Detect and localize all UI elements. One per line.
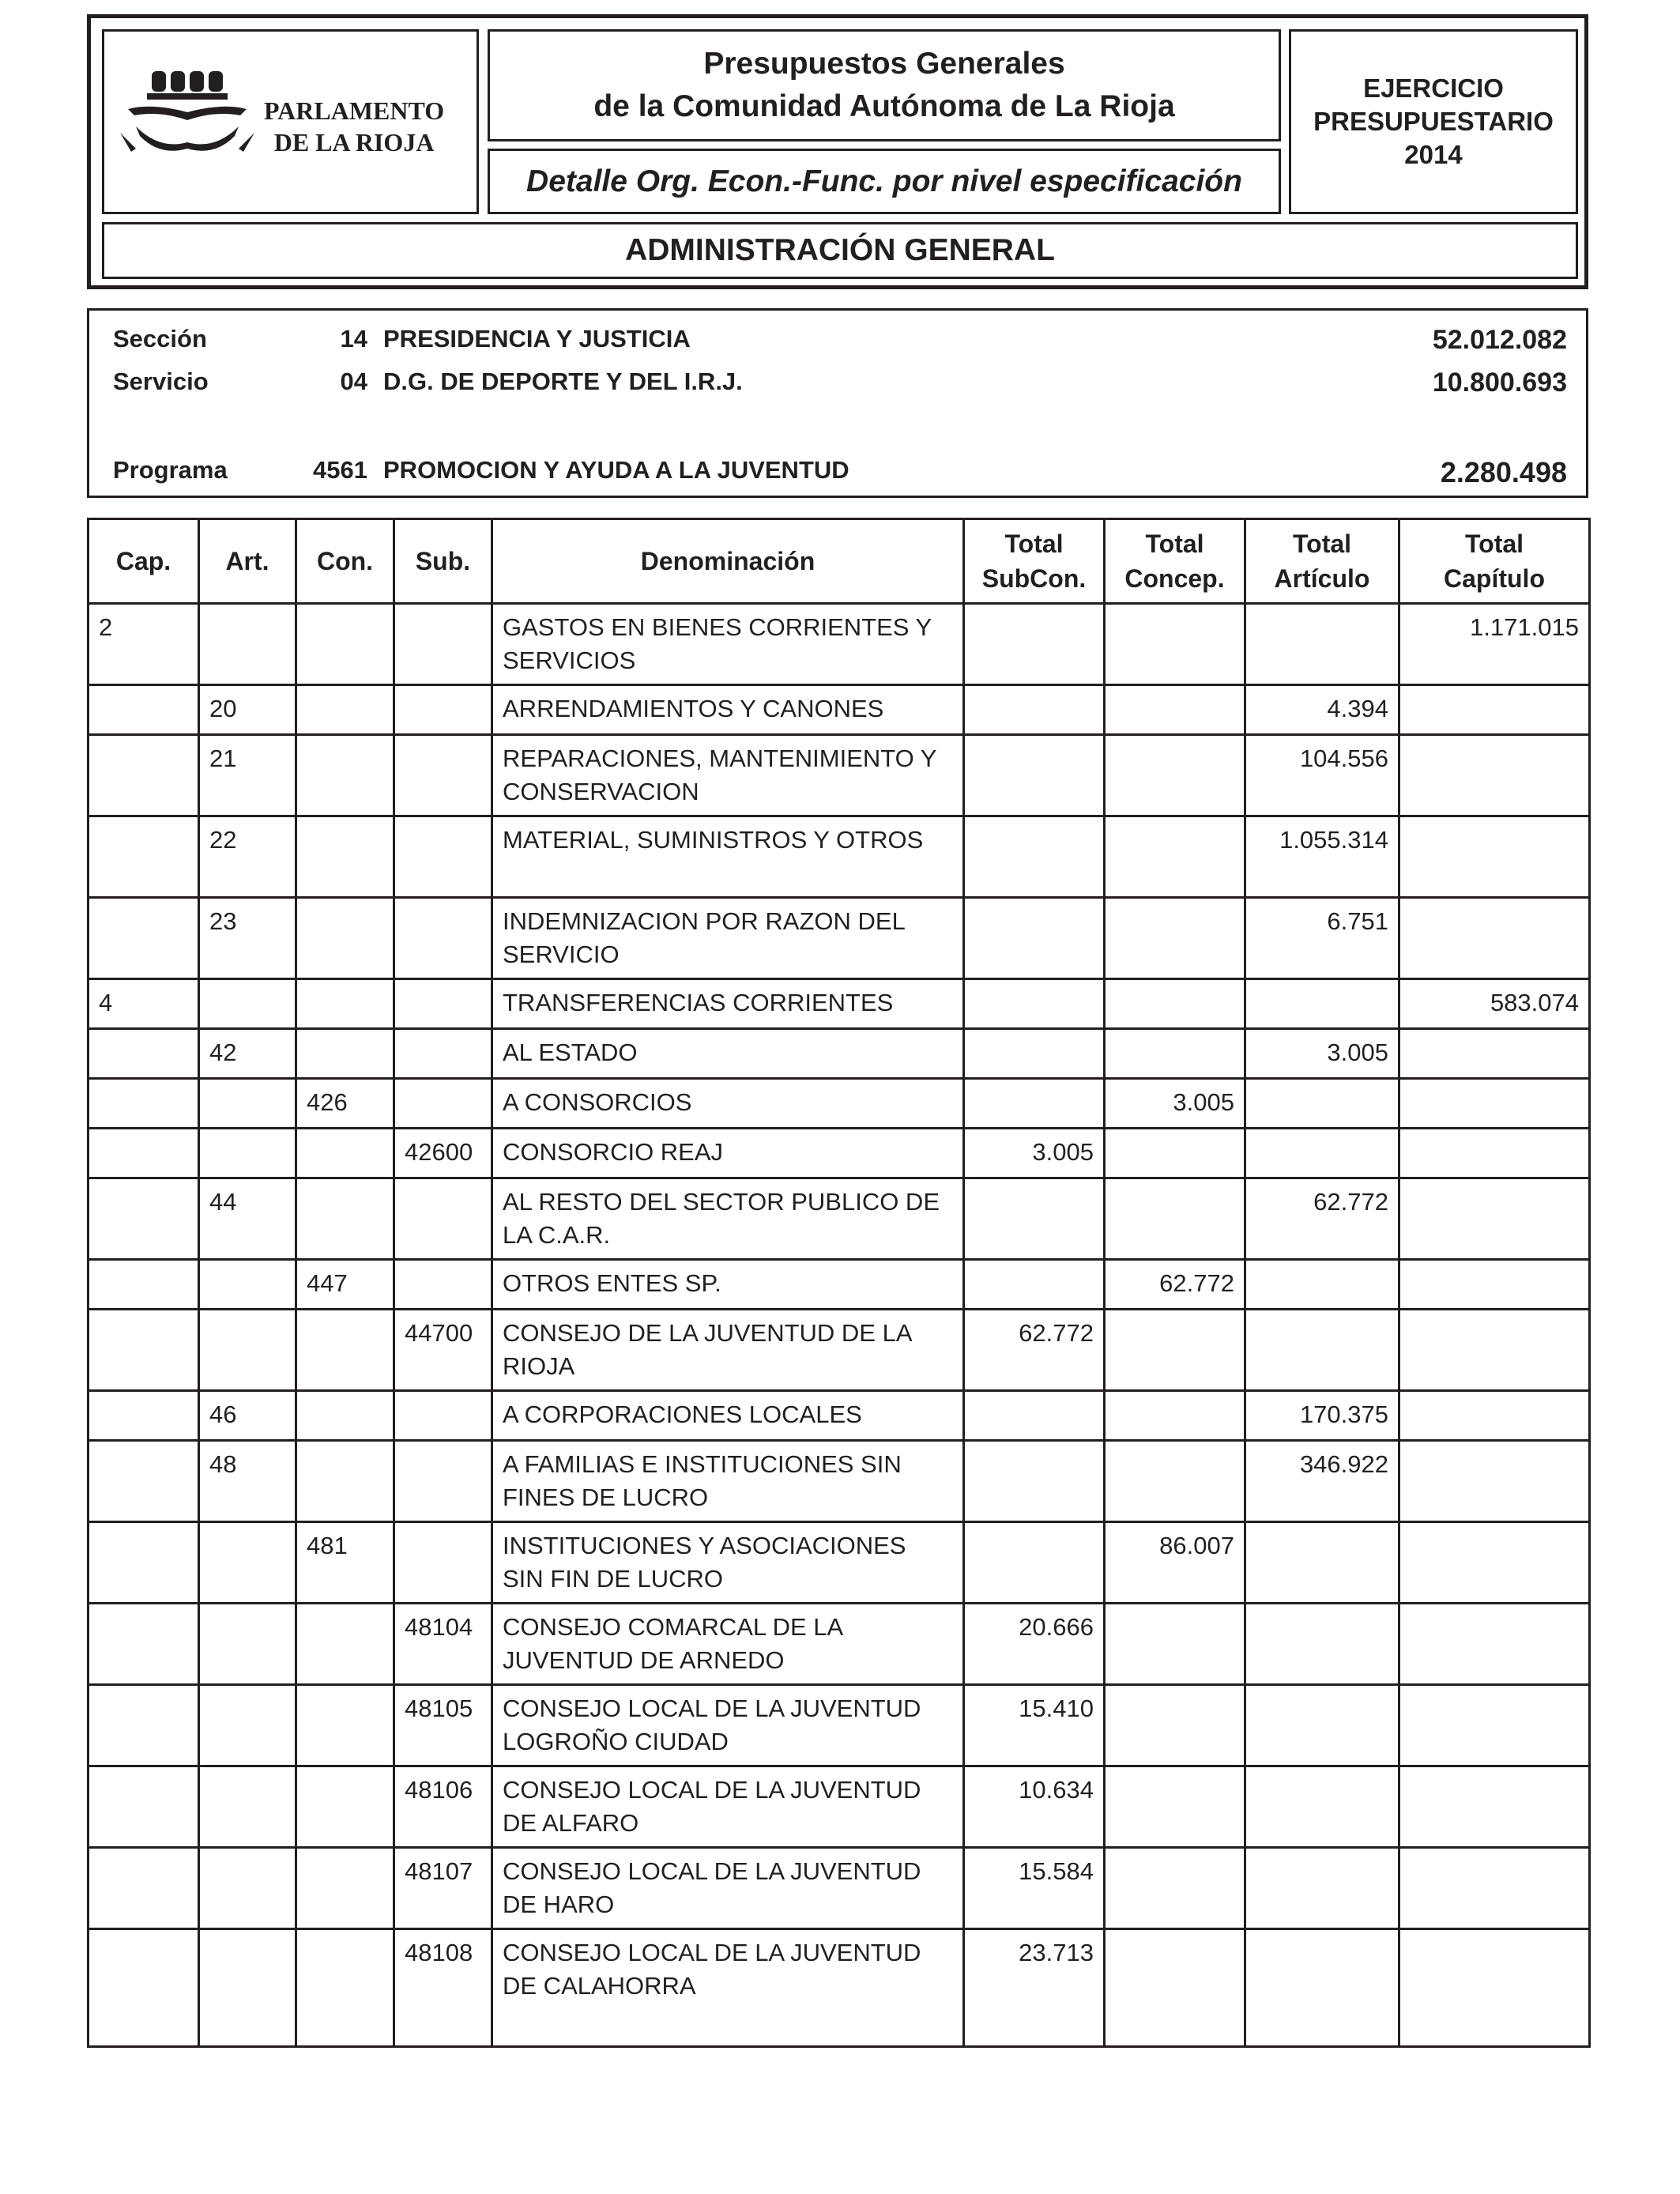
cell-con: 481 [296, 1522, 394, 1604]
cell-capitulo: 1.171.015 [1399, 604, 1590, 685]
servicio-code: 04 [340, 368, 367, 395]
cell-sub: 48104 [394, 1604, 492, 1685]
cell-cap [89, 1391, 199, 1441]
cell-subcon: 10.634 [964, 1766, 1105, 1848]
cell-den: CONSEJO DE LA JUVENTUD DE LA RIOJA [492, 1310, 964, 1391]
servicio-amount: 10.800.693 [1432, 368, 1567, 398]
cell-articulo [1245, 1766, 1399, 1848]
cell-con [296, 735, 394, 816]
header-total-articulo-line1: Total [1292, 530, 1352, 558]
cell-con [296, 685, 394, 735]
cell-art: 20 [199, 685, 296, 735]
parliament-crest-icon [120, 63, 262, 166]
cell-con [296, 1441, 394, 1522]
cell-art [199, 1604, 296, 1685]
cell-cap [89, 685, 199, 735]
table-row [89, 1029, 1590, 1079]
cell-capitulo [1399, 816, 1590, 898]
parliament-name-line1: PARLAMENTO [264, 96, 445, 125]
cell-art: 48 [199, 1441, 296, 1522]
cell-concep [1105, 816, 1245, 898]
cell-capitulo [1399, 735, 1590, 816]
cell-subcon [964, 1178, 1105, 1260]
document-subtitle [488, 149, 1281, 214]
cell-subcon [964, 1522, 1105, 1604]
cell-capitulo [1399, 1441, 1590, 1522]
cell-den: CONSEJO COMARCAL DE LA JUVENTUD DE ARNEDO [492, 1604, 964, 1685]
header-total-capitulo-line1: Total [1464, 530, 1524, 558]
table-row [89, 1441, 1590, 1522]
cell-concep [1105, 1766, 1245, 1848]
table-row [89, 1522, 1590, 1604]
cell-con: 426 [296, 1079, 394, 1129]
cell-sub: 48107 [394, 1848, 492, 1929]
parliament-name [264, 95, 444, 158]
cell-den: GASTOS EN BIENES CORRIENTES Y SERVICIOS [492, 604, 964, 685]
cell-art [199, 604, 296, 685]
cell-con [296, 1310, 394, 1391]
cell-concep [1105, 1604, 1245, 1685]
cell-capitulo [1399, 1848, 1590, 1929]
cell-cap [89, 1604, 199, 1685]
cell-concep [1105, 1129, 1245, 1178]
cell-art [199, 1766, 296, 1848]
cell-articulo [1245, 1260, 1399, 1310]
cell-sub: 44700 [394, 1310, 492, 1391]
cell-art: 21 [199, 735, 296, 816]
cell-subcon: 3.005 [964, 1129, 1105, 1178]
cell-cap [89, 1079, 199, 1129]
cell-subcon [964, 898, 1105, 979]
cell-capitulo [1399, 1079, 1590, 1129]
cell-sub [394, 735, 492, 816]
table-row [89, 1310, 1590, 1391]
cell-subcon: 20.666 [964, 1604, 1105, 1685]
cell-articulo [1245, 604, 1399, 685]
table-row [89, 1848, 1590, 1929]
cell-capitulo [1399, 1029, 1590, 1079]
cell-art [199, 1310, 296, 1391]
cell-subcon [964, 1029, 1105, 1079]
table-row [89, 816, 1590, 898]
cell-capitulo [1399, 1929, 1590, 2047]
fiscal-year-box [1289, 29, 1578, 214]
document-title [488, 29, 1281, 141]
cell-den: MATERIAL, SUMINISTROS Y OTROS [492, 816, 964, 898]
cell-capitulo [1399, 1522, 1590, 1604]
cell-articulo: 346.922 [1245, 1441, 1399, 1522]
cell-art: 44 [199, 1178, 296, 1260]
cell-art: 42 [199, 1029, 296, 1079]
cell-concep [1105, 1441, 1245, 1522]
table-row [89, 1178, 1590, 1260]
cell-concep: 86.007 [1105, 1522, 1245, 1604]
cell-den: OTROS ENTES SP. [492, 1260, 964, 1310]
cell-cap: 4 [89, 979, 199, 1029]
programa-code: 4561 [313, 456, 367, 484]
cell-capitulo [1399, 1310, 1590, 1391]
cell-den: CONSEJO LOCAL DE LA JUVENTUD DE ALFARO [492, 1766, 964, 1848]
cell-cap [89, 1685, 199, 1766]
cell-den: REPARACIONES, MANTENIMIENTO Y CONSERVACION [492, 735, 964, 816]
cell-con [296, 898, 394, 979]
table-row [89, 1929, 1590, 2047]
cell-art: 22 [199, 816, 296, 898]
cell-concep [1105, 735, 1245, 816]
cell-cap [89, 735, 199, 816]
header-total-concep [1105, 519, 1245, 604]
table-row [89, 604, 1590, 685]
cell-con [296, 1848, 394, 1929]
cell-den: A CORPORACIONES LOCALES [492, 1391, 964, 1441]
budget-table [87, 518, 1591, 2048]
cell-articulo [1245, 979, 1399, 1029]
cell-sub [394, 1391, 492, 1441]
cell-con [296, 979, 394, 1029]
cell-cap [89, 1441, 199, 1522]
cell-den: CONSEJO LOCAL DE LA JUVENTUD DE CALAHORRA [492, 1929, 964, 2047]
cell-concep: 62.772 [1105, 1260, 1245, 1310]
programa-label: Programa [113, 456, 228, 484]
header-total-concep-line2: Concep. [1124, 564, 1225, 593]
seccion-label: Sección [113, 325, 207, 352]
seccion-amount: 52.012.082 [1432, 325, 1567, 355]
cell-den: CONSORCIO REAJ [492, 1129, 964, 1178]
cell-articulo: 3.005 [1245, 1029, 1399, 1079]
cell-art [199, 1260, 296, 1310]
cell-art [199, 1129, 296, 1178]
cell-articulo [1245, 1604, 1399, 1685]
cell-den: INDEMNIZACION POR RAZON DEL SERVICIO [492, 898, 964, 979]
cell-subcon [964, 1441, 1105, 1522]
cell-articulo: 170.375 [1245, 1391, 1399, 1441]
cell-cap [89, 1848, 199, 1929]
year-value: 2014 [1404, 140, 1463, 169]
cell-articulo: 4.394 [1245, 685, 1399, 735]
cell-subcon: 15.410 [964, 1685, 1105, 1766]
table-row [89, 1604, 1590, 1685]
cell-concep [1105, 1029, 1245, 1079]
cell-cap [89, 1929, 199, 2047]
header-sub: Sub. [394, 519, 492, 604]
subtitle-text: Detalle Org. Econ.-Func. por nivel especificación [526, 164, 1242, 198]
header-total-capitulo [1399, 519, 1590, 604]
cell-subcon: 23.713 [964, 1929, 1105, 2047]
year-line2: PRESUPUESTARIO [1313, 107, 1554, 136]
cell-art [199, 979, 296, 1029]
header-cap: Cap. [89, 519, 199, 604]
cell-cap: 2 [89, 604, 199, 685]
cell-articulo [1245, 1929, 1399, 2047]
cell-capitulo [1399, 685, 1590, 735]
header-art: Art. [199, 519, 296, 604]
cell-capitulo [1399, 1178, 1590, 1260]
cell-cap [89, 1260, 199, 1310]
cell-sub [394, 1522, 492, 1604]
cell-sub: 42600 [394, 1129, 492, 1178]
cell-con [296, 604, 394, 685]
cell-con [296, 816, 394, 898]
header-total-subcon-line1: Total [1004, 530, 1064, 558]
cell-articulo [1245, 1522, 1399, 1604]
administration-banner [102, 222, 1578, 279]
table-row [89, 979, 1590, 1029]
cell-con [296, 1178, 394, 1260]
cell-art: 46 [199, 1391, 296, 1441]
seccion-line [89, 325, 1586, 360]
cell-den: AL RESTO DEL SECTOR PUBLICO DE LA C.A.R. [492, 1178, 964, 1260]
cell-con [296, 1929, 394, 2047]
budget-section-info [87, 308, 1588, 498]
servicio-line [89, 368, 1586, 402]
cell-cap [89, 1029, 199, 1079]
cell-con [296, 1029, 394, 1079]
cell-con [296, 1129, 394, 1178]
cell-capitulo [1399, 1129, 1590, 1178]
cell-con [296, 1685, 394, 1766]
cell-concep [1105, 898, 1245, 979]
header-total-subcon [964, 519, 1105, 604]
cell-articulo [1245, 1129, 1399, 1178]
programa-line [89, 456, 1586, 491]
cell-art [199, 1929, 296, 2047]
seccion-name: PRESIDENCIA Y JUSTICIA [383, 325, 691, 352]
cell-art [199, 1685, 296, 1766]
cell-cap [89, 1178, 199, 1260]
cell-cap [89, 898, 199, 979]
parliament-logo-box [102, 29, 479, 214]
cell-den: CONSEJO LOCAL DE LA JUVENTUD LOGROÑO CIUDAD [492, 1685, 964, 1766]
table-row [89, 735, 1590, 816]
cell-sub: 48106 [394, 1766, 492, 1848]
cell-sub: 48105 [394, 1685, 492, 1766]
cell-art [199, 1848, 296, 1929]
cell-concep [1105, 604, 1245, 685]
table-row [89, 685, 1590, 735]
cell-articulo: 62.772 [1245, 1178, 1399, 1260]
table-row [89, 1260, 1590, 1310]
cell-subcon [964, 816, 1105, 898]
cell-den: TRANSFERENCIAS CORRIENTES [492, 979, 964, 1029]
cell-capitulo [1399, 898, 1590, 979]
cell-capitulo [1399, 1604, 1590, 1685]
cell-den: ARRENDAMIENTOS Y CANONES [492, 685, 964, 735]
cell-sub [394, 816, 492, 898]
cell-cap [89, 1766, 199, 1848]
table-row [89, 1391, 1590, 1441]
table-header-row [89, 519, 1590, 604]
cell-sub: 48108 [394, 1929, 492, 2047]
cell-concep [1105, 1178, 1245, 1260]
document-header [87, 14, 1588, 289]
cell-sub [394, 898, 492, 979]
cell-articulo [1245, 1310, 1399, 1391]
year-line1: EJERCICIO [1363, 74, 1504, 103]
cell-con [296, 1391, 394, 1441]
cell-subcon [964, 604, 1105, 685]
cell-den: A CONSORCIOS [492, 1079, 964, 1129]
cell-sub [394, 1029, 492, 1079]
header-total-subcon-line2: SubCon. [981, 564, 1087, 593]
cell-sub [394, 979, 492, 1029]
cell-den: INSTITUCIONES Y ASOCIACIONES SIN FIN DE LUCRO [492, 1522, 964, 1604]
cell-concep [1105, 1848, 1245, 1929]
cell-concep: 3.005 [1105, 1079, 1245, 1129]
cell-con [296, 1604, 394, 1685]
administration-text: ADMINISTRACIÓN GENERAL [625, 233, 1055, 267]
cell-subcon [964, 685, 1105, 735]
cell-art [199, 1522, 296, 1604]
cell-subcon [964, 735, 1105, 816]
table-row [89, 1129, 1590, 1178]
parliament-name-line2: DE LA RIOJA [273, 128, 435, 156]
header-con: Con. [296, 519, 394, 604]
cell-sub [394, 1178, 492, 1260]
cell-capitulo [1399, 1391, 1590, 1441]
cell-articulo: 104.556 [1245, 735, 1399, 816]
cell-concep [1105, 979, 1245, 1029]
seccion-code: 14 [340, 325, 367, 352]
cell-subcon [964, 1260, 1105, 1310]
cell-sub [394, 685, 492, 735]
cell-concep [1105, 1929, 1245, 2047]
cell-articulo: 1.055.314 [1245, 816, 1399, 898]
cell-sub [394, 604, 492, 685]
title-line2: de la Comunidad Autónoma de La Rioja [593, 89, 1175, 123]
cell-sub [394, 1260, 492, 1310]
cell-subcon [964, 1391, 1105, 1441]
cell-concep [1105, 685, 1245, 735]
cell-cap [89, 1522, 199, 1604]
cell-articulo: 6.751 [1245, 898, 1399, 979]
cell-capitulo [1399, 1685, 1590, 1766]
cell-concep [1105, 1391, 1245, 1441]
table-row [89, 1685, 1590, 1766]
header-total-articulo-line2: Artículo [1274, 564, 1370, 593]
cell-den: A FAMILIAS E INSTITUCIONES SIN FINES DE LUCRO [492, 1441, 964, 1522]
title-line1: Presupuestos Generales [703, 47, 1065, 81]
cell-subcon: 15.584 [964, 1848, 1105, 1929]
table-row [89, 1766, 1590, 1848]
servicio-label: Servicio [113, 368, 209, 395]
cell-capitulo [1399, 1766, 1590, 1848]
cell-con: 447 [296, 1260, 394, 1310]
budget-table-body [89, 604, 1590, 2047]
cell-capitulo [1399, 1260, 1590, 1310]
programa-name: PROMOCION Y AYUDA A LA JUVENTUD [383, 456, 849, 484]
cell-subcon: 62.772 [964, 1310, 1105, 1391]
header-total-capitulo-line2: Capítulo [1444, 564, 1545, 593]
cell-art: 23 [199, 898, 296, 979]
table-row [89, 898, 1590, 979]
cell-art [199, 1079, 296, 1129]
cell-articulo [1245, 1685, 1399, 1766]
cell-cap [89, 1310, 199, 1391]
cell-subcon [964, 979, 1105, 1029]
cell-cap [89, 1129, 199, 1178]
servicio-name: D.G. DE DEPORTE Y DEL I.R.J. [383, 368, 743, 395]
cell-capitulo: 583.074 [1399, 979, 1590, 1029]
header-total-concep-line1: Total [1145, 530, 1204, 558]
cell-subcon [964, 1079, 1105, 1129]
cell-den: AL ESTADO [492, 1029, 964, 1079]
cell-cap [89, 816, 199, 898]
header-total-articulo [1245, 519, 1399, 604]
cell-den: CONSEJO LOCAL DE LA JUVENTUD DE HARO [492, 1848, 964, 1929]
cell-concep [1105, 1685, 1245, 1766]
header-denominacion: Denominación [492, 519, 964, 604]
cell-sub [394, 1441, 492, 1522]
programa-amount: 2.280.498 [1440, 456, 1567, 488]
cell-sub [394, 1079, 492, 1129]
cell-articulo [1245, 1848, 1399, 1929]
cell-concep [1105, 1310, 1245, 1391]
table-row [89, 1079, 1590, 1129]
cell-articulo [1245, 1079, 1399, 1129]
cell-con [296, 1766, 394, 1848]
